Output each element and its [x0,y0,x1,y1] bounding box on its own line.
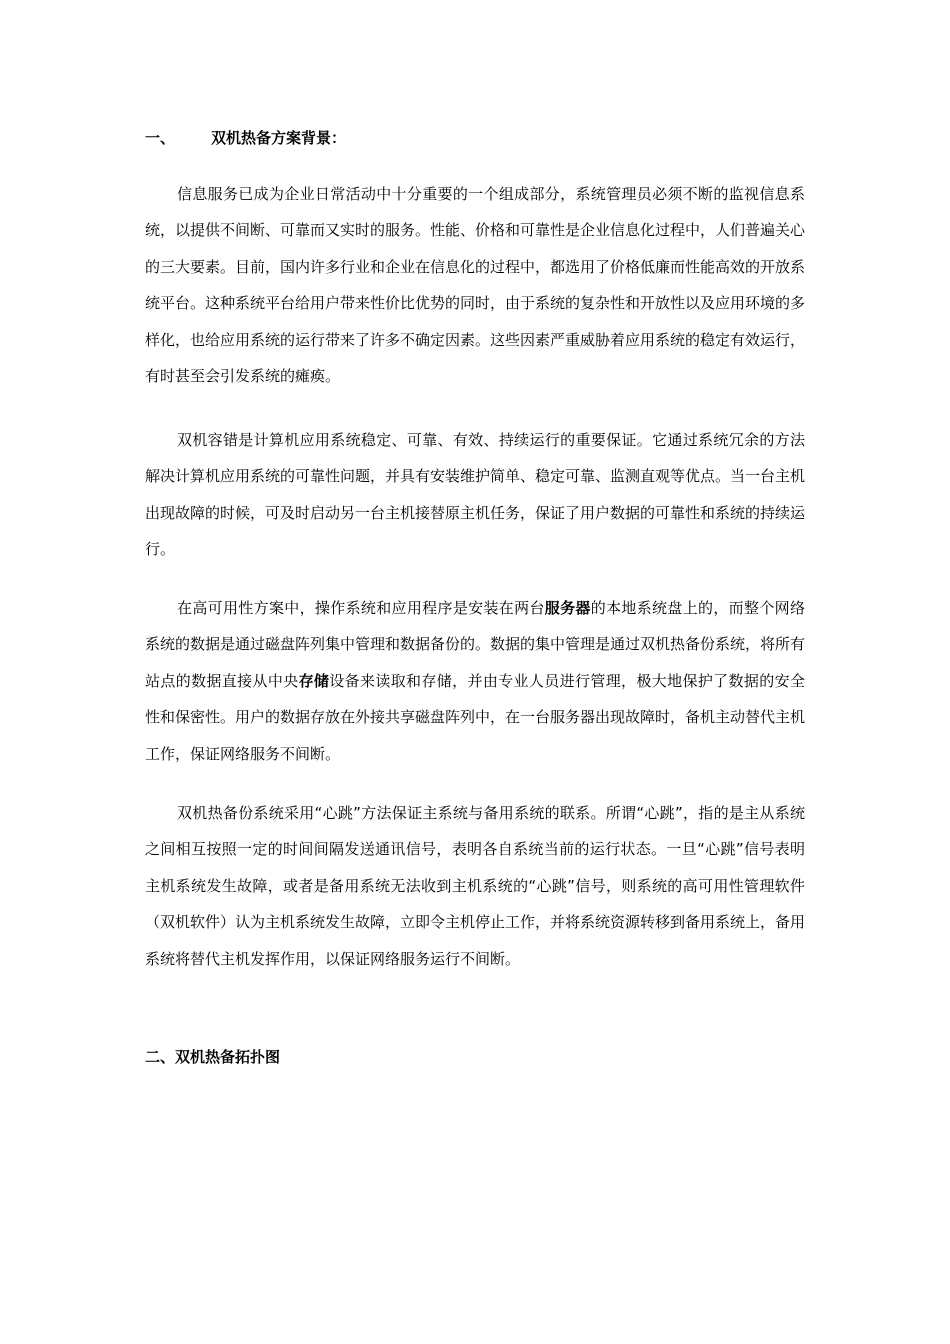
paragraph-ha-text-1: 在高可用性方案中，操作系统和应用程序是安装在两台 [177,599,545,617]
section-1-heading [145,128,346,148]
paragraph-background: 信息服务已成为企业日常活动中十分重要的一个组成部分，系统管理员必须不断的监视信息系统，以提供不间断、可靠而又实时的服务。性能、价格和可靠性是企业信息化过程中，人们普遍关心的三大要素。目前，国内许多行业和企业在信息化的过程中，都选用了价格低廉而性能高效的开放系统平台。这种系统平台给用户带来性价比优势的同时，由于系统的复杂性和开放性以及应用环境的多样化，也给应用系统的运行带来了许多不确定因素。这些因素严重威胁着应用系统的稳定有效运行，有时甚至会引发系统的瘫痪。 [145,185,806,386]
paragraph-dual-fault-tolerance: 双机容错是计算机应用系统稳定、可靠、有效、持续运行的重要保证。它通过系统冗余的方法解决计算机应用系统的可靠性问题，并具有安装维护简单、稳定可靠、监测直观等优点。当一台主机出现故障的时候，可及时启动另一台主机接替原主机任务，保证了用户数据的可靠性和系统的持续运行。 [145,431,806,559]
section-1-number: 一、 [145,129,176,147]
paragraph-ha-text-2: 的本地系统盘上的，而整个网络系统的数据是通过磁盘阵列集中管理和数据备份的。数据的集中管理是通过双机热备份系统，将所有站点的数据直接从中央 [145,599,806,690]
storage-link[interactable]: 存储 [298,671,330,690]
server-link[interactable]: 服务器 [544,599,591,617]
paragraph-high-availability [145,590,805,772]
paragraph-heartbeat: 双机热备份系统采用“心跳”方法保证主系统与备用系统的联系。所谓“心跳”，指的是主从系统之间相互按照一定的时间间隔发送通讯信号，表明各自系统当前的运行状态。一旦“心跳”信号表明主机系统发生故障，或者是备用系统无法收到主机系统的“心跳”信号，则系统的高可用性管理软件（双机软件）认为主机系统发生故障，立即令主机停止工作，并将系统资源转移到备用系统上，备用系统将替代主机发挥作用，以保证网络服务运行不间断。 [145,804,806,968]
section-1-title: 双机热备方案背景： [211,129,347,147]
section-2-heading: 二、双机热备拓扑图 [145,1048,281,1066]
paragraph-ha-text-3: 设备来读取和存储，并由专业人员进行管理，极大地保护了数据的安全性和保密性。用户的数据存放在外接共享磁盘阵列中，在一台服务器出现故障时，备机主动替代主机工作，保证网络服务不间断。 [145,671,806,763]
